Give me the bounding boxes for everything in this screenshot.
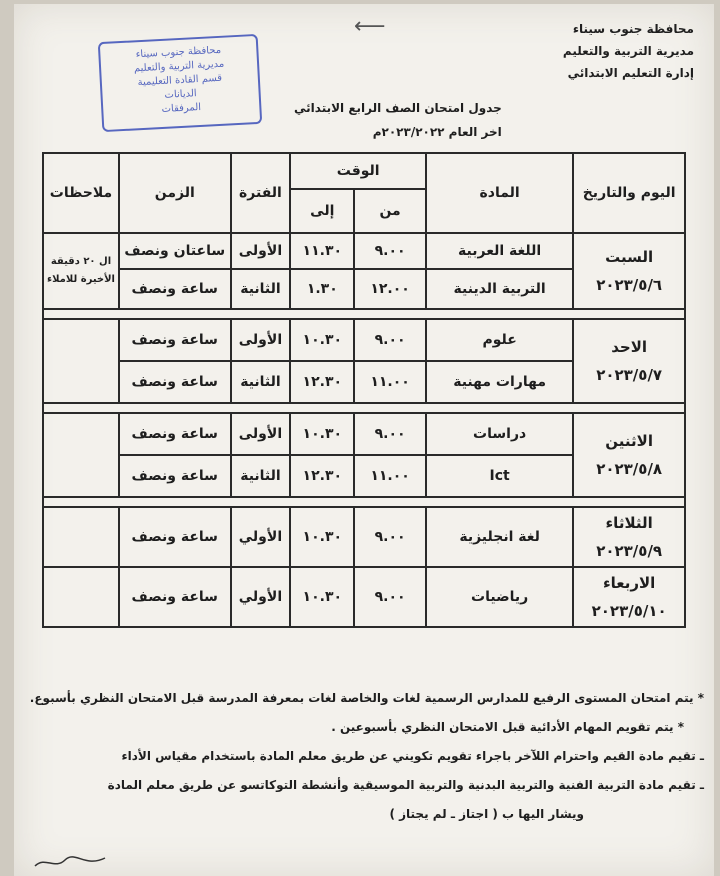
duration-cell: ساعة ونصف — [119, 319, 231, 361]
to-cell: ١٢.٣٠ — [290, 455, 354, 497]
to-cell: ١٢.٣٠ — [290, 361, 354, 403]
day-cell — [573, 413, 685, 497]
stamp-line: قسم القادة التعليمية — [137, 72, 223, 89]
day-name: الاربعاء — [602, 574, 656, 592]
duration-cell: ساعتان ونصف — [119, 233, 231, 269]
from-cell: ١١.٠٠ — [354, 455, 426, 497]
official-stamp — [98, 34, 262, 132]
title-line-2: اخر العام ٢٠٢٣/٢٠٢٢م — [372, 125, 502, 139]
from-cell: ١١.٠٠ — [354, 361, 426, 403]
footer-note: ـ تقيم مادة التربية الفنية والتربية البدنية والتربية الموسيقية وأنشطة التوكاتسو عن طريق معلم المادة — [107, 778, 704, 792]
header-block — [563, 18, 694, 84]
stamp-line: محافظة جنوب سيناء — [135, 44, 222, 61]
footer-notes — [14, 684, 704, 829]
duration-cell: ساعة ونصف — [119, 567, 231, 627]
document-title — [294, 96, 502, 144]
signature-mark — [30, 852, 110, 875]
duration-cell: ساعة ونصف — [119, 455, 231, 497]
to-cell: ١٠.٣٠ — [290, 413, 354, 455]
governorate-label: محافظة جنوب سيناء — [572, 22, 694, 36]
period-cell: الأولي — [231, 507, 291, 567]
day-name: الاثنين — [605, 432, 653, 450]
day-name: السبت — [605, 248, 654, 266]
period-cell: الثانية — [231, 455, 291, 497]
subject-cell: رياضيات — [426, 567, 573, 627]
from-cell: ١٢.٠٠ — [354, 269, 426, 309]
department-label: إدارة التعليم الابتدائي — [567, 66, 694, 80]
to-cell: ١١.٣٠ — [290, 233, 354, 269]
day-date: ٢٠٢٣/٥/٧ — [596, 366, 663, 384]
header-day: اليوم والتاريخ — [573, 153, 685, 233]
table-row — [43, 507, 685, 567]
header-notes: ملاحظات — [43, 153, 119, 233]
period-cell: الأولى — [231, 233, 291, 269]
footer-note: ويشار اليها ب ( اجتاز ـ لم يجتاز ) — [389, 807, 584, 821]
duration-cell: ساعة ونصف — [119, 507, 231, 567]
from-cell: ٩.٠٠ — [354, 319, 426, 361]
subject-cell: Ict — [426, 455, 573, 497]
subject-cell: التربية الدينية — [426, 269, 573, 309]
from-cell: ٩.٠٠ — [354, 507, 426, 567]
duration-cell: ساعة ونصف — [119, 269, 231, 309]
period-cell: الأولى — [231, 413, 291, 455]
day-cell — [573, 319, 685, 403]
day-cell — [573, 233, 685, 309]
period-cell: الثانية — [231, 269, 291, 309]
period-cell: الأولى — [231, 319, 291, 361]
stamp-line: الديانات — [164, 88, 197, 101]
pin-icon: ⟵ — [354, 14, 386, 39]
notes-cell — [43, 413, 119, 497]
subject-cell: علوم — [426, 319, 573, 361]
subject-cell: دراسات — [426, 413, 573, 455]
notes-cell — [43, 319, 119, 403]
day-cell — [573, 507, 685, 567]
footer-note: ـ تقيم مادة القيم واحترام اللآخر باجراء تقويم تكويني عن طريق معلم المادة باستخدام مقياس الأداء — [121, 749, 704, 763]
stamp-line: المرفقات — [161, 101, 202, 115]
table-row — [43, 319, 685, 361]
day-date: ٢٠٢٣/٥/٨ — [596, 460, 663, 478]
day-name: الاحد — [611, 338, 648, 356]
to-cell: ١٠.٣٠ — [290, 567, 354, 627]
table-row — [43, 233, 685, 269]
duration-cell: ساعة ونصف — [119, 413, 231, 455]
day-date: ٢٠٢٣/٥/٩ — [596, 542, 663, 560]
stamp-line: مديرية التربية والتعليم — [133, 58, 225, 75]
title-line-1: جدول امتحان الصف الرابع الابتدائي — [294, 101, 502, 115]
day-date: ٢٠٢٣/٥/١٠ — [591, 602, 667, 620]
footer-note: * يتم امتحان المستوى الرفيع للمدارس الرسمية لغات والخاصة لغات بمعرفة المدرسة قبل الامتحان النظري بأسبوع. — [29, 691, 704, 705]
period-cell: الأولي — [231, 567, 291, 627]
to-cell: ١٠.٣٠ — [290, 507, 354, 567]
from-cell: ٩.٠٠ — [354, 413, 426, 455]
header-period: الفترة — [231, 153, 291, 233]
from-cell: ٩.٠٠ — [354, 233, 426, 269]
table-row — [43, 413, 685, 455]
header-subject: المادة — [426, 153, 573, 233]
subject-cell: اللغة العربية — [426, 233, 573, 269]
period-cell: الثانية — [231, 361, 291, 403]
day-date: ٢٠٢٣/٥/٦ — [596, 276, 663, 294]
subject-cell: لغة انجليزية — [426, 507, 573, 567]
notes-cell — [43, 567, 119, 627]
footer-note: * يتم تقويم المهام الأدائية قبل الامتحان النظري بأسبوعين . — [331, 720, 684, 734]
day-name: الثلاثاء — [605, 514, 653, 532]
table-row — [43, 567, 685, 627]
to-cell: ١٠.٣٠ — [290, 319, 354, 361]
subject-cell: مهارات مهنية — [426, 361, 573, 403]
signature-scribble — [30, 852, 110, 872]
from-cell: ٩.٠٠ — [354, 567, 426, 627]
header-time: الوقت — [290, 153, 426, 189]
notes-cell — [43, 507, 119, 567]
notes-cell: ال ٢٠ دقيقة الأخيرة للاملاء — [43, 233, 119, 309]
header-duration: الزمن — [119, 153, 231, 233]
day-cell — [573, 567, 685, 627]
directorate-label: مديرية التربية والتعليم — [562, 44, 694, 58]
to-cell: ١.٣٠ — [290, 269, 354, 309]
header-to: إلى — [290, 189, 354, 233]
exam-schedule-table — [42, 152, 686, 628]
duration-cell: ساعة ونصف — [119, 361, 231, 403]
header-from: من — [354, 189, 426, 233]
